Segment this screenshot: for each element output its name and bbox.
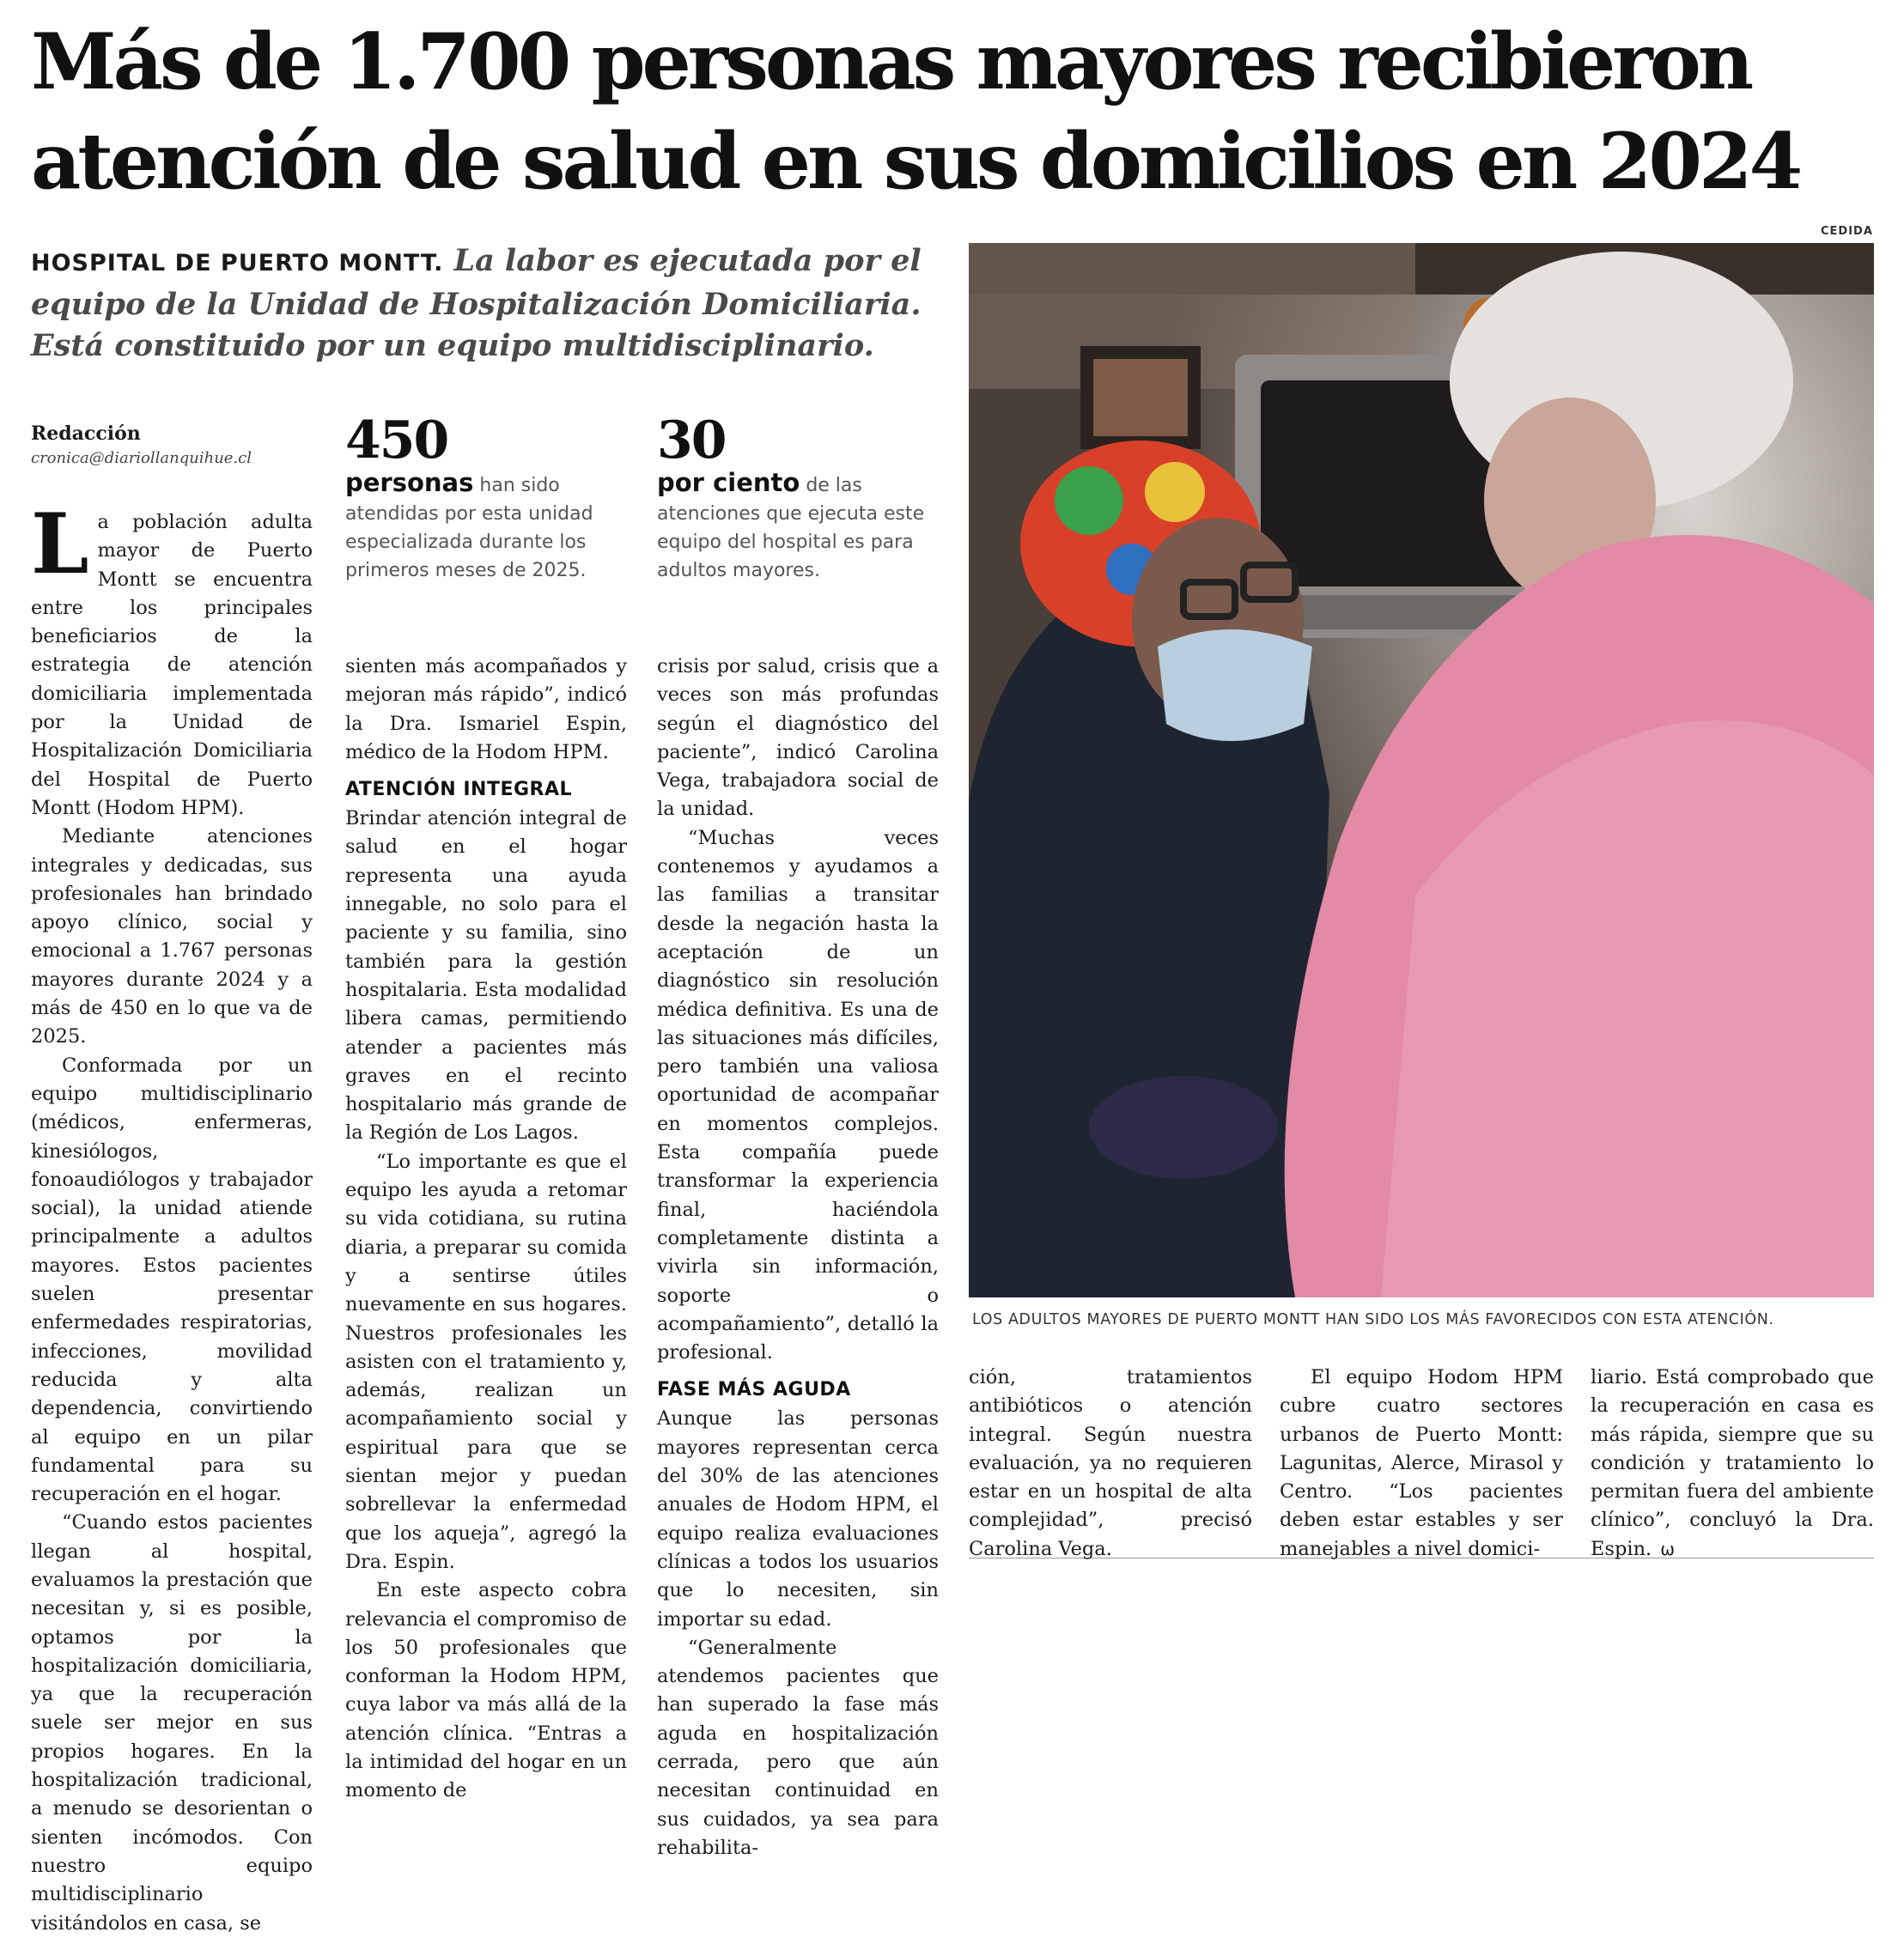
stat-description: [345, 469, 629, 585]
stat-number: 30: [657, 410, 726, 471]
photo-caption: LOS ADULTOS MAYORES DE PUERTO MONTT HAN SIDO LOS MÁS FAVORECIDOS CON ESTA ATENCIÓN.: [972, 1311, 1774, 1328]
byline: [31, 421, 332, 471]
article-paragraph: “Generalmente atendemos pacientes que han superado la fase más aguda en hospitalización cerrada, pero que aún necesitan continuidad en sus cuidados, ya sea para rehabilita-: [657, 1636, 939, 1859]
article-paragraph: [31, 495, 313, 823]
article-paragraph: Aunque las personas mayores representan cerca del 30% de las atenciones anuales de Hodom HPM, el equipo realiza evaluaciones clínicas a todos los usuarios que lo necesiten, sin importar su edad.: [657, 1407, 939, 1631]
article-paragraph: “Lo importante es que el equipo les ayuda a retomar su vida cotidiana, su rutina diaria, a preparar su comida y a sentirse útiles nuevamente en sus hogares. Nuestros profesionales les asisten con el tratamiento y, además, realizan un acompañamiento social y espiritual para que se sientan mejor y puedan sobrellevar la enfermedad que los aqueja”, agregó la Dra. Espin.: [345, 1150, 627, 1573]
stat-number: 450: [345, 410, 448, 471]
stat-lead: personas: [345, 468, 474, 497]
paragraph-text: a población adulta mayor de Puerto Montt se encuentra entre los principales beneficiarios de la estrategia de atención domiciliaria implementada por la Unidad de Hospitalización Domiciliaria del Hospital de Puerto Montt (Hodom HPM).: [31, 511, 313, 819]
deck-text: La labor es ejecutada por el equipo de la Unidad de Hospitalización Domiciliaria. Está constituido por un equipo multidisciplinario.: [31, 243, 922, 363]
stat-text: de las atenciones que ejecuta este equipo del hospital es para adultos mayores.: [657, 475, 925, 581]
stat-description: [657, 469, 940, 585]
byline-author: Redacción: [31, 422, 141, 445]
headline-line-1: Más de 1.700 personas mayores recibieron: [31, 16, 1751, 107]
section-heading: ATENCIÓN INTEGRAL: [345, 779, 573, 801]
photo-nurse-elderly-patient-icon: [969, 243, 1874, 1297]
article-paragraph: El equipo Hodom HPM cubre cuatro sectores urbanos de Puerto Montt: Lagunitas, Alerce, Mirasol y Centro. “Los pacientes deben estar estables y ser manejables a nivel domici-: [1280, 1366, 1563, 1560]
deck: [31, 240, 941, 367]
article-column-6: [1591, 1364, 1874, 1564]
article-column-5: [1280, 1364, 1563, 1564]
section-heading: FASE MÁS AGUDA: [657, 1379, 851, 1401]
article-paragraph: Mediante atenciones integrales y dedicadas, sus profesionales han brindado apoyo clínico, social y emocional a 1.767 personas mayores durante 2024 y a más de 450 en lo que va de 2025.: [31, 825, 313, 1048]
article-paragraph: crisis por salud, crisis que a veces son más profundas según el diagnóstico del paciente”, indicó Carolina Vega, trabajadora social de la unidad.: [657, 655, 939, 821]
article-paragraph: Brindar atención integral de salud en el hogar representa una ayuda innegable, no solo para el paciente y su familia, sino también para la gestión hospitalaria. Esta modalidad libera camas, permitiendo atender a pacientes más graves en el recinto hospitalario más grande de la Región de Los Lagos.: [345, 807, 627, 1145]
article-column-1: [31, 495, 313, 1938]
article-paragraph: sienten más acompañados y mejoran más rápido”, indicó la Dra. Ismariel Espin, médico de la Hodom HPM.: [345, 655, 627, 763]
headline: [31, 12, 1877, 211]
article-paragraph: “Cuando estos pacientes llegan al hospital, evaluamos la prestación que necesitan y, si es posible, optamos por la hospitalización domiciliaria, ya que la recuperación suele ser mejor en sus propios hogares. En la hospitalización tradicional, a menudo se desorientan o sienten incómodos. Con nuestro equipo multidisciplinario visitándolos en casa, se: [31, 1511, 313, 1935]
photo-credit: CEDIDA: [1821, 225, 1873, 238]
article-column-3: [657, 653, 939, 1862]
stat-text: han sido atendidas por esta unidad especializada durante los primeros meses de 2025.: [345, 475, 593, 581]
article-paragraph: Conformada por un equipo multidisciplinario (médicos, enfermeras, kinesiólogos, fonoaudiólogos y trabajador social), la unidad atiende principalmente a adultos mayores. Estos pacientes suelen presentar enfermedades respiratorias, infecciones, movilidad reducida y alta dependencia, convirtiendo al equipo en un pilar fundamental para su recuperación en el hogar.: [31, 1054, 313, 1506]
article-column-2: [345, 653, 627, 1806]
paragraph-text: liario. Está comprobado que la recuperación en casa es más rápida, siempre que su condición y tratamiento lo permitan fuera del ambiente clínico”, concluyó la Dra. Espin.: [1591, 1366, 1874, 1560]
article-paragraph: [1591, 1364, 1874, 1564]
article-paragraph: ción, tratamientos antibióticos o atención integral. Según nuestra evaluación, ya no requieren estar en un hospital de alta complejidad”, precisó Carolina Vega.: [969, 1366, 1252, 1560]
article-paragraph: “Muchas veces contenemos y ayudamos a las familias a transitar desde la negación hasta la aceptación de un diagnóstico sin resolución médica definitiva. Es una de las situaciones más difíciles, pero también una valiosa oportunidad de acompañar en momentos complejos. Esta compañía puede transformar la experiencia final, haciéndola completamente distinta a vivirla sin información, soporte o acompañamiento”, detalló la profesional.: [657, 826, 939, 1364]
article-paragraph: En este aspecto cobra relevancia el compromiso de los 50 profesionales que conforman la Hodom HPM, cuya labor va más allá de la atención clínica. “Entras a la intimidad del hogar en un momento de: [345, 1579, 627, 1802]
article-column-4: [969, 1364, 1252, 1564]
byline-email: cronica@diariollanquihue.cl: [31, 449, 252, 467]
dropcap: L: [31, 495, 89, 592]
stat-box-30: [657, 412, 940, 585]
stat-box-450: [345, 412, 629, 585]
stat-lead: por ciento: [657, 468, 800, 497]
end-mark-icon: ω: [1660, 1538, 1675, 1559]
deck-kicker: HOSPITAL DE PUERTO MONTT.: [31, 250, 444, 276]
article-photo: [969, 243, 1874, 1297]
headline-line-2: atención de salud en sus domicilios en 2024: [31, 116, 1800, 207]
